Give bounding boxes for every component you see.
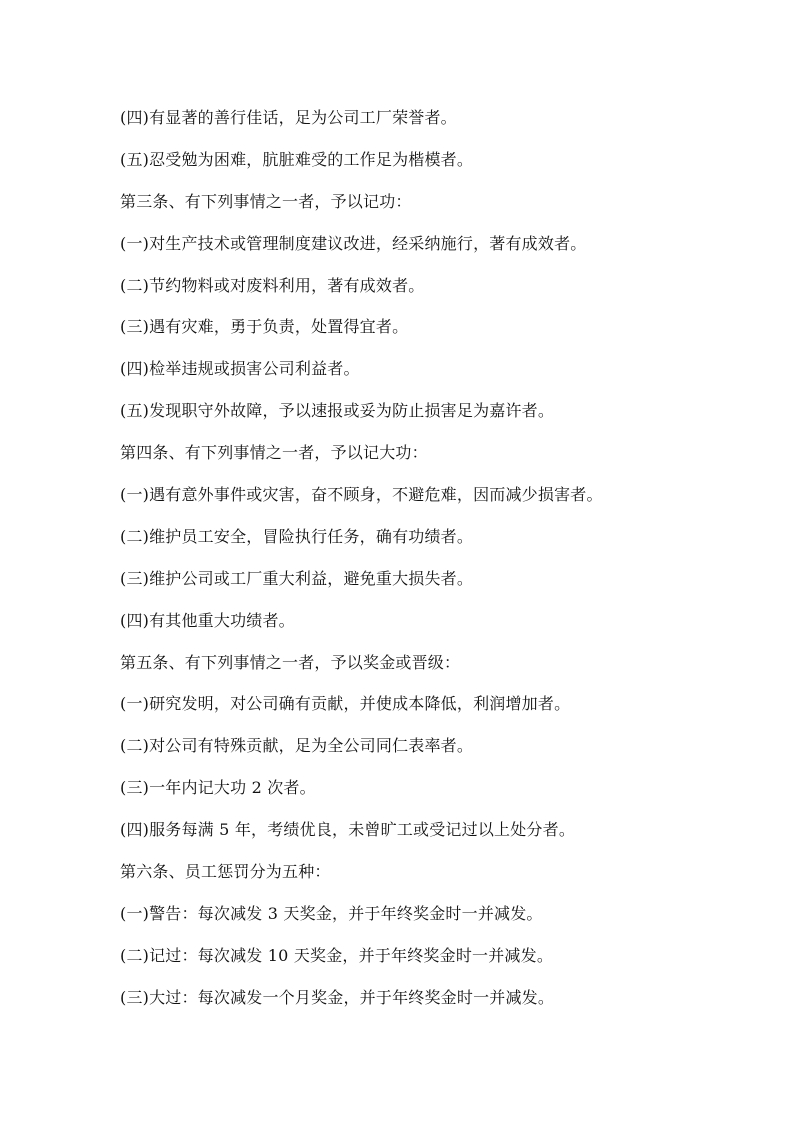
clause-item: (四)检举违规或损害公司利益者。 (120, 359, 360, 379)
clause-item: (一)对生产技术或管理制度建议改进，经采纳施行，著有成效者。 (120, 233, 587, 253)
clause-item: (一)遇有意外事件或灾害，奋不顾身，不避危难，因而减少损害者。 (120, 485, 603, 505)
clause-item: (三)大过：每次减发一个月奖金，并于年终奖金时一并减发。 (120, 987, 555, 1007)
clause-item: (二)节约物料或对废料利用，著有成效者。 (120, 275, 425, 295)
clause-item: (四)服务每满 5 年，考绩优良，未曾旷工或受记过以上处分者。 (120, 820, 576, 840)
clause-item: (二)维护员工安全，冒险执行任务，确有功绩者。 (120, 526, 474, 546)
clause-item: (一)研究发明，对公司确有贡献，并使成本降低，利润增加者。 (120, 694, 571, 714)
article-heading: 第三条、有下列事情之一者，予以记功： (120, 191, 412, 211)
clause-item: (五)发现职守外故障，予以速报或妥为防止损害足为嘉许者。 (120, 401, 555, 421)
clause-item: (四)有显著的善行佳话，足为公司工厂荣誉者。 (120, 108, 457, 127)
clause-item: (三)遇有灾难，勇于负责，处置得宜者。 (120, 317, 409, 337)
clause-item: (二)记过：每次减发 10 天奖金，并于年终奖金时一并减发。 (120, 945, 554, 965)
clause-item: (二)对公司有特殊贡献，足为全公司同仁表率者。 (120, 736, 474, 756)
article-heading: 第四条、有下列事情之一者，予以记大功： (120, 443, 428, 463)
article-heading: 第六条、员工惩罚分为五种： (120, 862, 331, 882)
document-body (120, 104, 720, 1026)
clause-item: (一)警告：每次减发 3 天奖金，并于年终奖金时一并减发。 (120, 903, 543, 923)
clause-item: (五)忍受勉为困难，肮脏难受的工作足为楷模者。 (120, 149, 474, 169)
clause-item: (四)有其他重大功绩者。 (120, 610, 295, 630)
clause-item: (三)维护公司或工厂重大利益，避免重大损失者。 (120, 568, 474, 588)
clause-item: (三)一年内记大功 2 次者。 (120, 778, 316, 798)
article-heading: 第五条、有下列事情之一者，予以奖金或晋级： (120, 652, 461, 672)
